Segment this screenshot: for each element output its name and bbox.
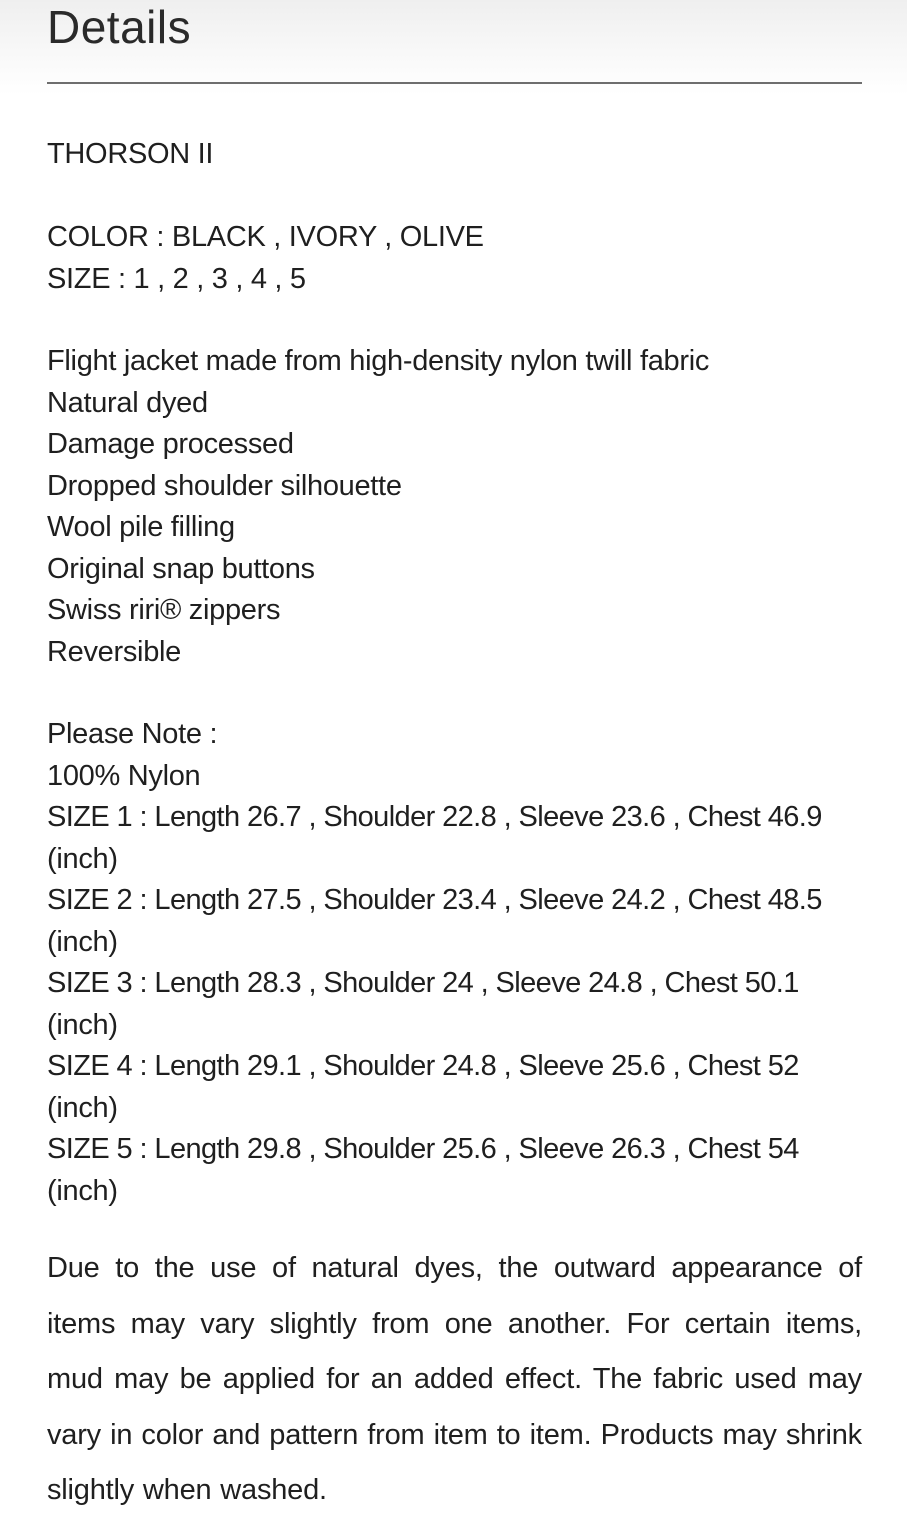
care-disclaimer: Due to the use of natural dyes, the outward appearance of items may vary slightly from one another. For certain items, mud may be applied for an added effect. The fabric used may vary in color and pattern from item to item. Products may shrink slightly when washed. [47,1252,862,1506]
feature-item: Original snap buttons [47,552,315,585]
feature-item: Natural dyed [47,386,208,419]
feature-list [47,341,862,673]
size-measurement-2: SIZE 2 : Length 27.5 , Shoulder 23.4 , Sleeve 24.2 , Chest 48.5 [47,884,822,916]
size-measurement-3: SIZE 3 : Length 28.3 , Shoulder 24 , Sleeve 24.8 , Chest 50.1 [47,967,799,999]
size-measurement-1: SIZE 1 : Length 26.7 , Shoulder 22.8 , Sleeve 23.6 , Chest 46.9 [47,801,822,833]
notes-heading: Please Note : [47,718,218,750]
size-measurement-4: SIZE 4 : Length 29.1 , Shoulder 24.8 , Sleeve 25.6 , Chest 52 [47,1050,799,1082]
size-unit-5: (inch) [47,1174,118,1207]
notes-block [47,714,862,1212]
feature-item: Damage processed [47,428,294,460]
feature-item: Swiss riri® zippers [47,594,281,626]
feature-item: Wool pile filling [47,511,235,543]
title-divider [47,82,862,84]
feature-item: Dropped shoulder silhouette [47,469,402,502]
page-title: Details [47,1,192,53]
size-unit-1: (inch) [47,842,118,875]
material-composition: 100% Nylon [47,759,201,792]
details-content [47,0,862,1506]
color-options: COLOR : BLACK , IVORY , OLIVE [47,221,484,253]
product-specs [47,217,862,300]
product-name-block [47,134,862,176]
size-measurement-5: SIZE 5 : Length 29.8 , Shoulder 25.6 , Sleeve 26.3 , Chest 54 [47,1133,799,1165]
size-unit-3: (inch) [47,1008,118,1041]
product-name: THORSON II [47,138,214,170]
size-unit-4: (inch) [47,1091,118,1124]
feature-item: Reversible [47,635,181,668]
size-unit-2: (inch) [47,925,118,958]
size-options: SIZE : 1 , 2 , 3 , 4 , 5 [47,262,306,295]
feature-item: Flight jacket made from high-density nylon twill fabric [47,345,710,377]
